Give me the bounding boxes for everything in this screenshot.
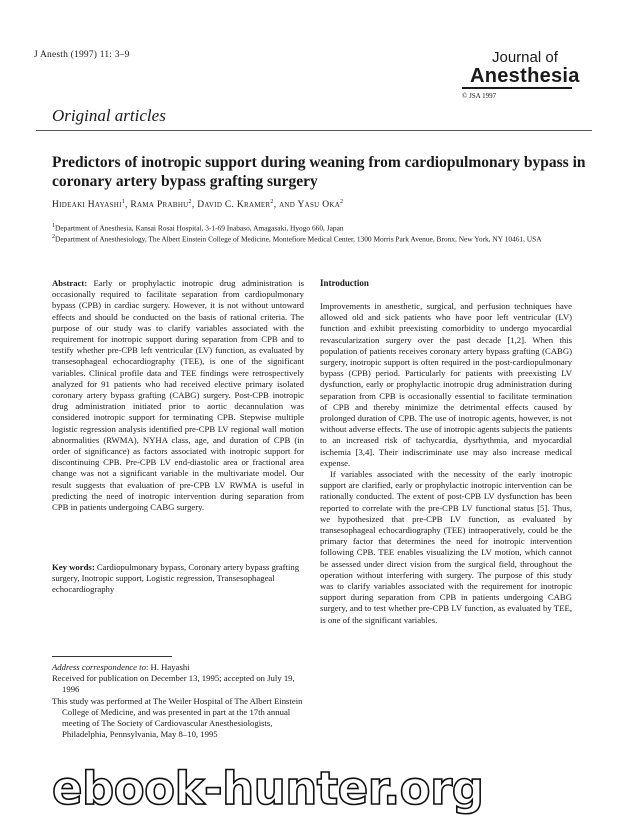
copyright-notice: © JSA 1997 bbox=[462, 92, 497, 100]
author-affiliation-mark: 2 bbox=[270, 199, 274, 205]
journal-logo-line1: Journal of bbox=[492, 49, 558, 66]
keywords bbox=[52, 562, 304, 596]
affiliation-mark: 1 bbox=[52, 223, 55, 229]
watermark-text: ebook-hunter.org bbox=[52, 764, 484, 815]
introduction-heading: Introduction bbox=[320, 278, 369, 288]
introduction-body bbox=[320, 301, 572, 626]
correspondence-name: : H. Hayashi bbox=[145, 662, 190, 672]
author-conjunction: and bbox=[279, 200, 296, 211]
author-name: Rama Prabhu bbox=[130, 200, 189, 211]
abstract bbox=[52, 278, 304, 513]
journal-citation: J Anesth (1997) 11: 3–9 bbox=[34, 50, 130, 60]
affiliation-mark: 2 bbox=[52, 234, 55, 241]
author-name: David C. Kramer bbox=[197, 200, 271, 211]
introduction-paragraph: If variables associated with the necessity of the early inotropic support are clarified, early or prophylactic inotropic intervention can be rationally conducted. The extent of post-CPB LV dysfunction has been reported to correlate with the pre-CPB LV functional status [5]. Thus, we hypothesized that pre-CPB LV function, as evaluated by transesophageal echocardiography (TEE) intraoperatively, could be the primary factor that determines the need for inotropic intervention following CPB. TEE enables visualizing the LV motion, which cannot be assessed under direct vision from the surgical field, throughout the operation without interfering with surgery. The purpose of this study was to clarify variables associated with the requirement for inotropic support during separation from CPB in patients undergoing CABG surgery, and to test whether pre-CPB LV function, as evaluated by TEE, is one of the significant variables. bbox=[320, 469, 572, 625]
correspondence-label: Address correspondence to bbox=[52, 662, 146, 672]
journal-logo bbox=[462, 50, 580, 100]
footnotes bbox=[52, 662, 304, 740]
footnote-divider bbox=[52, 656, 172, 657]
correspondence-note bbox=[52, 662, 304, 673]
keywords-text: Cardiopulmonary bypass, Coronary artery bypass grafting surgery, Inotropic support, Logistic regression, Transesophageal echocardiography bbox=[52, 562, 300, 595]
section-divider bbox=[36, 130, 592, 131]
affiliation-text: Department of Anesthesiology, The Albert Einstein College of Medicine, Montefiore Medical Center, 1300 Morris Park Avenue, Bronx, New York, NY 10461, USA bbox=[55, 234, 542, 244]
section-label: Original articles bbox=[52, 106, 166, 125]
abstract-label: Abstract: bbox=[52, 278, 88, 288]
author-name: Hideaki Hayashi bbox=[52, 200, 122, 211]
author-list: Hideaki Hayashi$^1$, Rama Prabhu$^2$, David C. Kramer$^2$, and Yasu Oka$^2$ bbox=[52, 199, 344, 211]
journal-logo-rule bbox=[462, 87, 572, 89]
article-title: Predictors of inotropic support during weaning from cardiopulmonary bypass in coronary artery bypass grafting surgery bbox=[52, 154, 586, 190]
journal-logo-line2: Anesthesia bbox=[470, 65, 580, 87]
study-location-note: This study was performed at The Weiler Hospital of The Albert Einstein College of Medicine, and was presented in part at the 17th annual meeting of The Society of Cardiovascular Anesthesiologists, Philadelphia, Pennsylvania, May 8–10, 1995 bbox=[52, 695, 303, 740]
received-note: Received for publication on December 13, 1995; accepted on July 19, 1996 bbox=[52, 673, 295, 695]
author-affiliation-mark: 2 bbox=[188, 199, 192, 205]
keywords-label: Key words: bbox=[52, 562, 95, 572]
author-affiliation-mark: 2 bbox=[340, 199, 344, 205]
affiliation-item bbox=[52, 233, 592, 244]
affiliation-text: Department of Anesthesia, Kansai Rosai Hospital, 3-1-69 Inabaso, Amagasaki, Hyogo 660, Japan bbox=[55, 223, 344, 233]
author-affiliation-mark: 1 bbox=[121, 199, 126, 205]
abstract-text: Early or prophylactic inotropic drug administration is occasionally required to facilitate separation from cardiopulmonary bypass (CPB) in cardiac surgery. However, it is not without untoward effects and should be conducted on the basis of rational criteria. The purpose of our study was to clarify variables associated with the requirement for inotropic support during separation from CPB and to testify whether pre-CPB left ventricular (LV) function, as evaluated by transesophageal echocardiography (TEE), is one of the significant variables. Clinical profile data and TEE findings were retrospectively analyzed for 91 patients who had received elective primary isolated coronary artery bypass grafting (CABG) surgery. Post-CPB inotropic drug administration initiated prior to aortic decannulation was considered inotropic support for terminating CPB. Stepwise multiple logistic regression analysis identified pre-CPB LV regional wall motion abnormalities (RWMA), NYHA class, age, and duration of CPB (in order of significance) as factors associated with inotropic support for discontinuing CPB. Pre-CPB LV end-diastolic area or fractional area change was not a significant variable in the multivariate model. Our result suggests that evaluation of pre-CPB LV RWMA is useful in predicting the need of inotropic intervention during separation from CPB in patients undergoing CABG surgery. bbox=[52, 278, 304, 513]
affiliations bbox=[52, 222, 592, 244]
introduction-paragraph: Improvements in anesthetic, surgical, and perfusion techniques have allowed old and sick patients who have poor left ventricular (LV) function and exhibit preexisting comorbidity to undergo myocardial revascularization surgery over the past decade [1,2]. When this population of patients receives coronary artery bypass grafting (CABG) surgery, inotropic support is often required in the post-cardiopulmonary bypass (CPB) period. Particularly for patients with preexisting LV dysfunction, early or prophylactic inotropic drug administration during separation from CPB is occasionally essential to facilitate termination of CPB and thereby minimize the detrimental effects caused by prolonged duration of CPB. The use of inotropic agents, however, is not without adverse effects. The use of inotropic agents subjects the patients to an increased risk of tachycardia, dysrhythmia, and myocardial ischemia [3,4]. Their indiscriminate use may also increase medical expense. bbox=[320, 301, 572, 468]
author-name: Yasu Oka bbox=[297, 200, 341, 211]
affiliation-item bbox=[52, 222, 592, 233]
